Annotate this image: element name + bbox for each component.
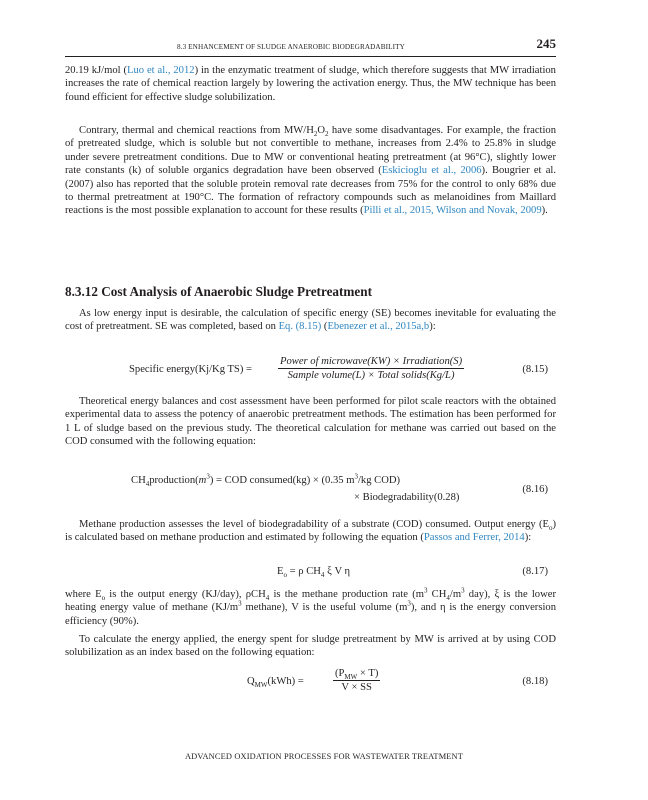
eq816-per-kg: /kg COD): [357, 475, 401, 486]
para1-text-a: 20.19 kJ/mol (: [65, 65, 128, 76]
eq818-numerator: [333, 668, 380, 681]
citation-pilli-wilson[interactable]: Pilli et al., 2015, Wilson and Novak, 2009: [363, 205, 542, 217]
para6-text-d: CH: [427, 589, 447, 600]
eq815-numerator: Power of microwave(KW) × Irradiation(S): [280, 356, 463, 367]
eq816-sup-3: 3: [206, 472, 210, 481]
paragraph-1: [65, 64, 556, 104]
paragraph-3: [65, 307, 556, 334]
para6-text-g: methane), V is the useful volume (m: [241, 602, 408, 614]
eq818-sub-pmw: MW: [344, 673, 358, 682]
running-footer: ADVANCED OXIDATION PROCESSES FOR WASTEWATER TREATMENT: [184, 752, 464, 761]
para5-sub-a: o: [548, 524, 553, 533]
eq818-denominator: V × SS: [341, 682, 372, 693]
section-heading: 8.3.12 Cost Analysis of Anaerobic Sludge Pretreatment: [65, 284, 372, 299]
citation-eskicioglu-2006[interactable]: Eskicioglu et al., 2006: [381, 165, 482, 177]
eq815-lhs: Specific energy(Kj/Kg TS) =: [129, 364, 252, 375]
para2-text-d: ). Bougrier et al. (2007) also has reported that the soluble protein removal rate decreases from 75% for the control to only 68% due to thermal pretreatment at 190°C. The formation of refractory compounds such as melanoidines from Maillard reactions is the most possible explanation to account for these results (: [65, 165, 556, 217]
equation-link-8-15[interactable]: Eq. (8.15): [278, 321, 322, 333]
para6-text-f: day), ξ is the lower heating energy value of methane (KJ/m: [65, 589, 556, 614]
eq816-sup-3b: 3: [354, 472, 358, 481]
paragraph-4: Theoretical energy balances and cost assessment have been performed for pilot scale reactors with the obtained experimental data to assess the potency of anaerobic pretreatment methods. The estimation has been performed for 1 L of sludge based on the previous study. The theoretical calculation for methane was carried out based on the COD consumed with the following equation:: [65, 396, 556, 448]
paragraph-7: To calculate the energy applied, the energy spent for sludge pretreatment by MW is arrived at by using COD solubilization as an index based on the following equation:: [65, 634, 556, 659]
para3-text-c: ):: [429, 321, 436, 333]
equation-number-8-15: (8.15): [522, 364, 548, 375]
eq816-production: production(: [149, 475, 199, 486]
eq817-rho-ch: = ρ CH: [286, 566, 321, 577]
para6-text-a: where E: [65, 589, 102, 600]
paragraph-5: [65, 518, 556, 545]
eq818-sub-mw: MW: [254, 681, 268, 690]
eq815-denominator: Sample volume(L) × Total solids(Kg/L): [287, 370, 455, 381]
para6-text-b: is the output energy (KJ/day), ρCH: [105, 589, 266, 600]
citation-luo-2012[interactable]: Luo et al., 2012: [127, 65, 195, 76]
eq816-m: m: [198, 475, 207, 486]
equation-number-8-17: (8.17): [522, 566, 548, 577]
eq817-xi-v-eta: ξ V η: [324, 566, 351, 577]
eq818-times-t: × T): [357, 668, 379, 679]
page-number: 245: [536, 36, 556, 51]
paragraph-2: [65, 124, 556, 218]
para6-sup-c: 3: [423, 586, 428, 595]
header-rule: [65, 56, 556, 57]
equation-8-16: [65, 472, 556, 509]
equation-8-18: [65, 668, 556, 698]
para6-text-h: ), and η is the energy conversion efficiency (90%).: [65, 602, 556, 627]
para6-text-c: is the methane production rate (m: [269, 589, 424, 600]
equation-number-8-16: (8.16): [522, 484, 548, 495]
citation-passos-ferrer-2014[interactable]: Passos and Ferrer, 2014: [423, 532, 525, 544]
para2-sub-a: 2: [313, 130, 318, 139]
eq816-sub-4: 4: [145, 480, 150, 489]
equation-8-17: [65, 566, 556, 582]
para3-text-a: As low energy input is desirable, the calculation of specific energy (SE) becomes inevitable for evaluating the cost of pretreatment. SE was completed, based on: [65, 308, 556, 333]
eq817-sub-4: 4: [320, 571, 325, 580]
para2-sub-b: 2: [325, 130, 329, 139]
para6-sub-b: 4: [265, 594, 270, 603]
eq818-lhs: [247, 676, 304, 690]
eq818-kwh: (kWh) =: [267, 676, 304, 687]
running-title: 8.3 ENHANCEMENT OF SLUDGE ANAEROBIC BIODEGRADABILITY: [177, 43, 405, 51]
citation-ebenezer-2015[interactable]: Ebenezer et al., 2015a,b: [327, 321, 430, 333]
running-header: [65, 36, 556, 54]
para6-sup-e: 3: [461, 586, 465, 595]
para6-sub-a: o: [101, 594, 106, 603]
para3-text-b: (: [321, 321, 328, 333]
eq816-line-1: [131, 472, 401, 489]
eq816-line-2: × Biodegradability(0.28): [354, 492, 460, 503]
eq815-fraction: [278, 356, 464, 381]
equation-number-8-18: (8.18): [522, 676, 548, 687]
para6-text-e: /m: [449, 589, 462, 600]
eq817-e: E: [277, 566, 284, 577]
eq817-expression: [277, 566, 351, 580]
para1-text-b: ) in the enzymatic treatment of sludge, which therefore suggests that MW irradiation increases the rate of chemical reaction largely by lowering the activation energy. Thus, the MW technique has been found efficient for effective sludge solubilization.: [65, 65, 556, 103]
para2-text-e: ).: [541, 205, 548, 217]
para2-text-c: have some disadvantages. For example, the fraction of pretreated sludge, which is soluble but not convertible to methane, increases from 2.4% to 25.8% in sludge under severe pretreatment conditions. Due to MW or conventional heating pretreatment (at 96°C), slightly lower rate constants (k) of soluble organics degradation have been observed (: [65, 125, 557, 177]
para6-sub-d: 4: [446, 594, 450, 603]
eq816-ch: CH: [131, 475, 146, 486]
para5-text-c: ):: [524, 532, 532, 544]
eq816-cod: ) = COD consumed(kg) × (0.35 m: [209, 475, 355, 486]
para6-sup-f: 3: [238, 599, 242, 608]
eq818-p: (P: [335, 668, 345, 679]
para2-text-b: O: [317, 125, 326, 136]
para2-text-a: Contrary, thermal and chemical reactions from MW/H: [79, 125, 314, 136]
para5-text-b: ) is calculated based on methane production and estimated by following the equation (: [65, 519, 556, 544]
equation-8-15: [65, 356, 556, 386]
eq818-q: Q: [247, 676, 255, 687]
eq818-fraction: [333, 668, 380, 693]
para5-text-a: Methane production assesses the level of biodegradability of a substrate (COD) consumed. Output energy (E: [79, 519, 549, 530]
eq817-sub-o: o: [283, 571, 287, 580]
para6-sup-g: 3: [407, 599, 411, 608]
paragraph-6: [65, 588, 556, 628]
